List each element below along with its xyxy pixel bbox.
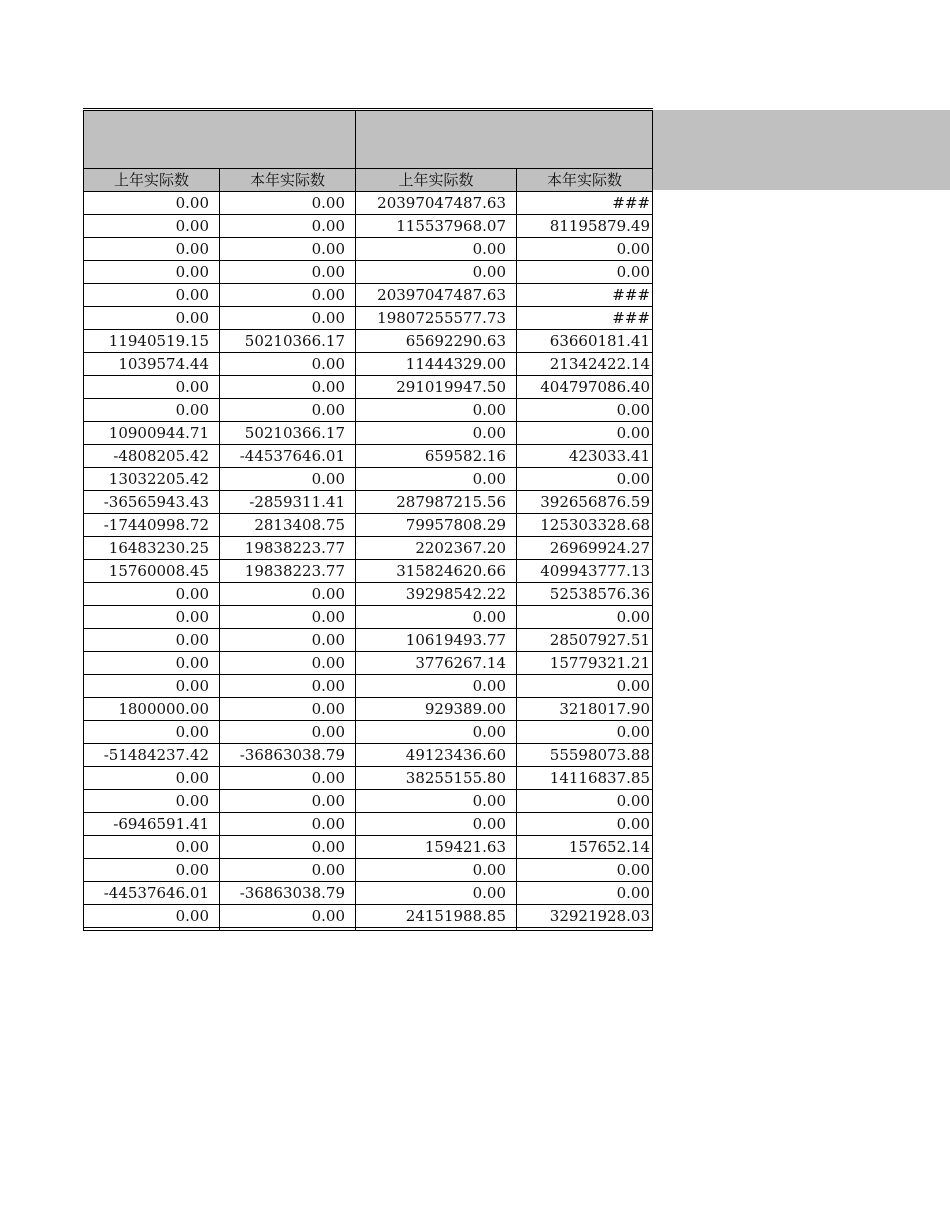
- table-cell[interactable]: 16483230.25: [84, 537, 220, 560]
- table-row: [84, 238, 653, 261]
- table-cell[interactable]: 19838223.77: [220, 560, 356, 583]
- table-cell[interactable]: 50210366.17: [220, 330, 356, 353]
- table-cell[interactable]: 0.00: [220, 583, 356, 606]
- table-cell[interactable]: 0.00: [220, 721, 356, 744]
- table-cell[interactable]: 0.00: [356, 790, 517, 813]
- table-cell[interactable]: 0.00: [84, 836, 220, 859]
- table-cell[interactable]: 13032205.42: [84, 468, 220, 491]
- table-cell[interactable]: 0.00: [220, 238, 356, 261]
- merged-header-row: [84, 110, 653, 169]
- table-row: [84, 744, 653, 767]
- table-row: [84, 422, 653, 445]
- table-cell[interactable]: 0.00: [84, 767, 220, 790]
- table-cell[interactable]: 11940519.15: [84, 330, 220, 353]
- header-cell-this-year-2[interactable]: 本年实际数: [517, 169, 653, 192]
- table-cell[interactable]: 659582.16: [356, 445, 517, 468]
- table-cell[interactable]: 0.00: [84, 583, 220, 606]
- table-row: [84, 583, 653, 606]
- table-cell[interactable]: -17440998.72: [84, 514, 220, 537]
- table-bottom-border: [84, 928, 653, 931]
- table-cell[interactable]: 3776267.14: [356, 652, 517, 675]
- table-cell[interactable]: 0.00: [84, 261, 220, 284]
- table-cell[interactable]: 1039574.44: [84, 353, 220, 376]
- table-row: [84, 284, 653, 307]
- table-cell[interactable]: 315824620.66: [356, 560, 517, 583]
- table-cell[interactable]: 0.00: [220, 859, 356, 882]
- table-cell[interactable]: 0.00: [356, 468, 517, 491]
- column-header-row: [84, 169, 653, 192]
- table-cell[interactable]: 38255155.80: [356, 767, 517, 790]
- table-row: [84, 192, 653, 215]
- table-cell[interactable]: 0.00: [220, 307, 356, 330]
- table-cell[interactable]: 63660181.41: [517, 330, 653, 353]
- table-cell[interactable]: 0.00: [220, 790, 356, 813]
- table-cell[interactable]: 0.00: [220, 376, 356, 399]
- table-row: [84, 560, 653, 583]
- table-cell[interactable]: 0.00: [517, 790, 653, 813]
- table-cell[interactable]: 0.00: [220, 606, 356, 629]
- table-cell[interactable]: 14116837.85: [517, 767, 653, 790]
- table-cell[interactable]: 0.00: [220, 675, 356, 698]
- merged-header-cell-right[interactable]: [356, 110, 653, 169]
- table-cell[interactable]: 39298542.22: [356, 583, 517, 606]
- table-cell[interactable]: -44537646.01: [220, 445, 356, 468]
- table-cell[interactable]: 0.00: [517, 422, 653, 445]
- table-cell[interactable]: -2859311.41: [220, 491, 356, 514]
- header-cell-prev-year-2[interactable]: 上年实际数: [356, 169, 517, 192]
- table-cell[interactable]: 0.00: [517, 261, 653, 284]
- table-cell[interactable]: 0.00: [84, 606, 220, 629]
- table-row: [84, 330, 653, 353]
- table-cell[interactable]: -4808205.42: [84, 445, 220, 468]
- table-cell[interactable]: 0.00: [356, 261, 517, 284]
- table-cell[interactable]: 0.00: [220, 905, 356, 928]
- table-cell[interactable]: 0.00: [84, 284, 220, 307]
- table-cell[interactable]: 0.00: [220, 192, 356, 215]
- table-cell[interactable]: 0.00: [517, 859, 653, 882]
- border-cell: [220, 928, 356, 931]
- table-cell[interactable]: -6946591.41: [84, 813, 220, 836]
- border-cell: [84, 928, 220, 931]
- table-cell[interactable]: 0.00: [356, 422, 517, 445]
- table-cell[interactable]: -44537646.01: [84, 882, 220, 905]
- table-cell[interactable]: 50210366.17: [220, 422, 356, 445]
- table-row: [84, 468, 653, 491]
- table-cell[interactable]: 2813408.75: [220, 514, 356, 537]
- table-cell[interactable]: ###: [517, 192, 653, 215]
- table-cell[interactable]: 0.00: [517, 675, 653, 698]
- table-cell[interactable]: 0.00: [84, 905, 220, 928]
- table-row: [84, 514, 653, 537]
- table-row: [84, 675, 653, 698]
- table-cell[interactable]: 0.00: [220, 652, 356, 675]
- table-cell[interactable]: 81195879.49: [517, 215, 653, 238]
- table-cell[interactable]: 0.00: [84, 238, 220, 261]
- table-cell[interactable]: 49123436.60: [356, 744, 517, 767]
- table-cell[interactable]: 0.00: [220, 261, 356, 284]
- table-row: [84, 629, 653, 652]
- table-cell[interactable]: 0.00: [84, 399, 220, 422]
- table-cell[interactable]: 0.00: [220, 353, 356, 376]
- table-cell[interactable]: 0.00: [220, 836, 356, 859]
- table-row: [84, 399, 653, 422]
- table-cell[interactable]: 0.00: [356, 606, 517, 629]
- table-row: [84, 698, 653, 721]
- table-cell[interactable]: 1800000.00: [84, 698, 220, 721]
- table-row: [84, 445, 653, 468]
- table-cell[interactable]: 0.00: [517, 468, 653, 491]
- table-cell[interactable]: 15779321.21: [517, 652, 653, 675]
- table-cell[interactable]: 409943777.13: [517, 560, 653, 583]
- table-cell[interactable]: 159421.63: [356, 836, 517, 859]
- table-cell[interactable]: 0.00: [517, 813, 653, 836]
- table-cell[interactable]: 0.00: [84, 721, 220, 744]
- table-row: [84, 767, 653, 790]
- table-row: [84, 790, 653, 813]
- spreadsheet-table: [83, 108, 653, 931]
- table-cell[interactable]: 0.00: [356, 859, 517, 882]
- table-cell[interactable]: 79957808.29: [356, 514, 517, 537]
- table-cell[interactable]: 3218017.90: [517, 698, 653, 721]
- table-cell[interactable]: 404797086.40: [517, 376, 653, 399]
- table-cell[interactable]: 0.00: [356, 813, 517, 836]
- table-cell[interactable]: 0.00: [356, 399, 517, 422]
- gray-header-band: [653, 110, 950, 190]
- table-cell[interactable]: 0.00: [84, 192, 220, 215]
- table-cell[interactable]: 291019947.50: [356, 376, 517, 399]
- table-cell[interactable]: 0.00: [356, 238, 517, 261]
- table-cell[interactable]: 0.00: [84, 652, 220, 675]
- table-cell[interactable]: ###: [517, 284, 653, 307]
- table-cell[interactable]: 20397047487.63: [356, 192, 517, 215]
- table-cell[interactable]: 0.00: [356, 882, 517, 905]
- table-cell[interactable]: 0.00: [220, 215, 356, 238]
- table-cell[interactable]: 0.00: [220, 284, 356, 307]
- merged-header-cell-left[interactable]: [84, 110, 356, 169]
- table-row: [84, 813, 653, 836]
- table-cell[interactable]: 287987215.56: [356, 491, 517, 514]
- table-cell[interactable]: -36565943.43: [84, 491, 220, 514]
- table-cell[interactable]: 125303328.68: [517, 514, 653, 537]
- table-cell[interactable]: 28507927.51: [517, 629, 653, 652]
- table-cell[interactable]: 0.00: [517, 238, 653, 261]
- table-cell[interactable]: 55598073.88: [517, 744, 653, 767]
- table-cell[interactable]: 32921928.03: [517, 905, 653, 928]
- table-cell[interactable]: 0.00: [84, 376, 220, 399]
- table-cell[interactable]: 115537968.07: [356, 215, 517, 238]
- table-row: [84, 905, 653, 928]
- table-row: [84, 376, 653, 399]
- table-cell[interactable]: 26969924.27: [517, 537, 653, 560]
- table-cell[interactable]: 2202367.20: [356, 537, 517, 560]
- table-cell[interactable]: 21342422.14: [517, 353, 653, 376]
- table-cell[interactable]: 0.00: [220, 629, 356, 652]
- table-cell[interactable]: 0.00: [220, 468, 356, 491]
- table-cell[interactable]: -51484237.42: [84, 744, 220, 767]
- table-cell[interactable]: -36863038.79: [220, 882, 356, 905]
- table-cell[interactable]: ###: [517, 307, 653, 330]
- table-cell[interactable]: 52538576.36: [517, 583, 653, 606]
- table-cell[interactable]: 0.00: [517, 721, 653, 744]
- table-cell[interactable]: 0.00: [84, 307, 220, 330]
- table-cell[interactable]: 0.00: [356, 675, 517, 698]
- header-cell-this-year-1[interactable]: 本年实际数: [220, 169, 356, 192]
- table-cell[interactable]: 0.00: [84, 215, 220, 238]
- table-cell[interactable]: 11444329.00: [356, 353, 517, 376]
- table-cell[interactable]: 0.00: [220, 399, 356, 422]
- border-cell: [356, 928, 517, 931]
- table-cell[interactable]: 0.00: [84, 675, 220, 698]
- table-cell[interactable]: 0.00: [84, 859, 220, 882]
- table-cell[interactable]: 0.00: [220, 813, 356, 836]
- table-cell[interactable]: 0.00: [220, 698, 356, 721]
- table-cell[interactable]: 15760008.45: [84, 560, 220, 583]
- table-row: [84, 537, 653, 560]
- table-cell[interactable]: 20397047487.63: [356, 284, 517, 307]
- table-cell[interactable]: 24151988.85: [356, 905, 517, 928]
- table-cell[interactable]: 0.00: [517, 606, 653, 629]
- table-row: [84, 307, 653, 330]
- table-row: [84, 652, 653, 675]
- border-cell: [517, 928, 653, 931]
- table-cell[interactable]: 929389.00: [356, 698, 517, 721]
- table-cell[interactable]: 19838223.77: [220, 537, 356, 560]
- table-cell[interactable]: 0.00: [220, 767, 356, 790]
- table-cell[interactable]: 10619493.77: [356, 629, 517, 652]
- table-row: [84, 836, 653, 859]
- table-row: [84, 215, 653, 238]
- table-row: [84, 859, 653, 882]
- table-cell[interactable]: 392656876.59: [517, 491, 653, 514]
- table-row: [84, 606, 653, 629]
- table-cell[interactable]: 0.00: [84, 629, 220, 652]
- table-cell[interactable]: 0.00: [84, 790, 220, 813]
- table-cell[interactable]: 0.00: [517, 399, 653, 422]
- table-cell[interactable]: 10900944.71: [84, 422, 220, 445]
- table-cell[interactable]: 19807255577.73: [356, 307, 517, 330]
- table-cell[interactable]: 423033.41: [517, 445, 653, 468]
- table-cell[interactable]: -36863038.79: [220, 744, 356, 767]
- table-row: [84, 882, 653, 905]
- table-row: [84, 353, 653, 376]
- table-cell[interactable]: 65692290.63: [356, 330, 517, 353]
- table-row: [84, 721, 653, 744]
- table-row: [84, 491, 653, 514]
- table-row: [84, 261, 653, 284]
- table-cell[interactable]: 157652.14: [517, 836, 653, 859]
- header-cell-prev-year-1[interactable]: 上年实际数: [84, 169, 220, 192]
- table-cell[interactable]: 0.00: [356, 721, 517, 744]
- table-cell[interactable]: 0.00: [517, 882, 653, 905]
